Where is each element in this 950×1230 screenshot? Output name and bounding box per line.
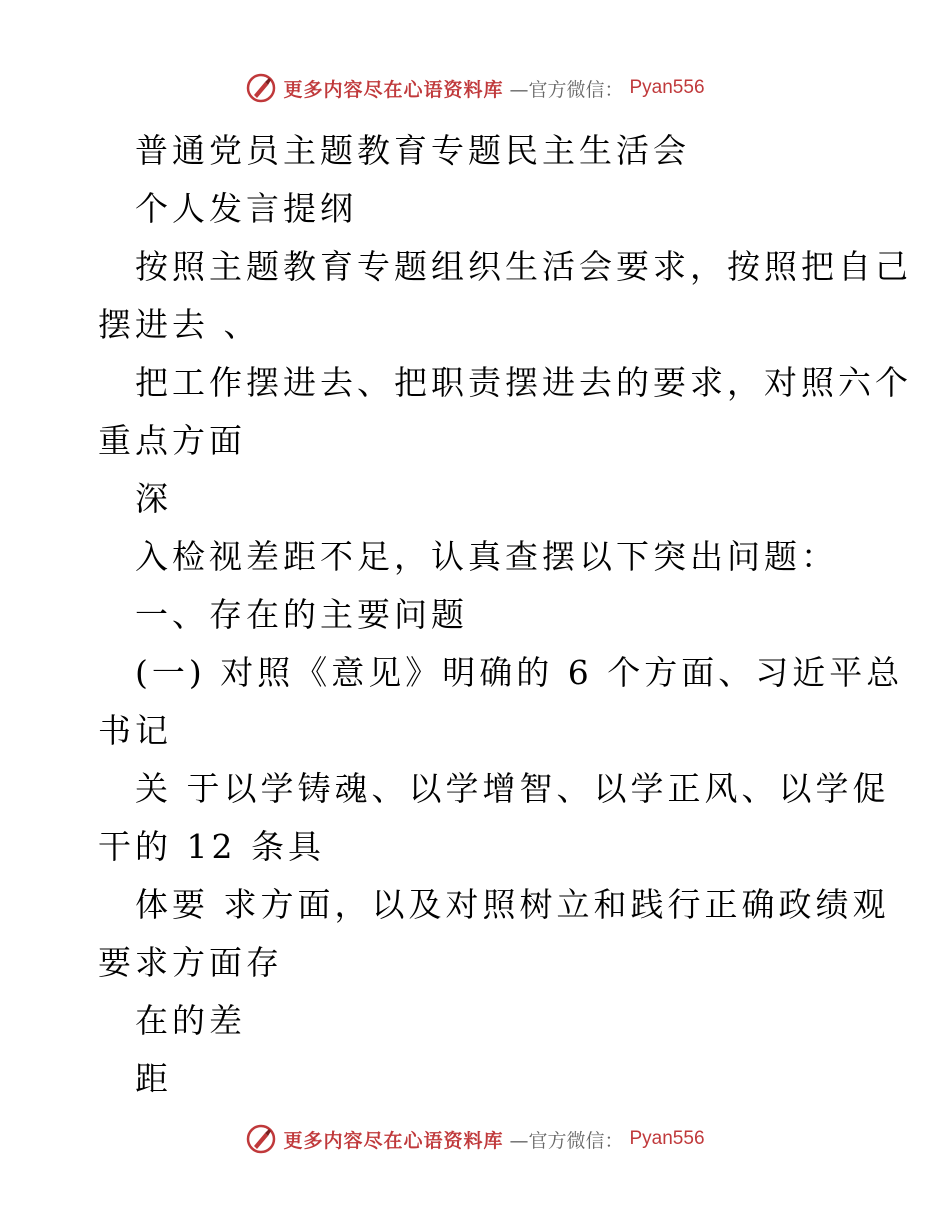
paragraph-line: 距: [135, 1059, 172, 1098]
document-title: 普通党员主题教育专题民主生活会: [135, 131, 690, 170]
watermark-dash: —官方微信：: [509, 78, 624, 101]
watermark-dash: —官方微信：: [509, 1129, 624, 1152]
watermark-footer: [0, 1123, 950, 1155]
paragraph-line: 重点方面: [98, 421, 246, 460]
section-heading: 一、存在的主要问题: [135, 595, 468, 634]
paragraph-line: 要求方面存: [98, 943, 283, 982]
pen-logo-icon: [245, 1123, 277, 1155]
paragraph-line: 深: [135, 479, 172, 518]
paragraph-line: 按照主题教育专题组织生活会要求，按照把自己: [135, 247, 912, 286]
pen-logo-icon: [245, 72, 277, 104]
paragraph-line: 关 于以学铸魂、以学增智、以学正风、以学促: [135, 769, 890, 808]
watermark-wechat-id: Pyan556: [629, 77, 705, 98]
watermark-header: [0, 72, 950, 104]
paragraph-line: 书记: [98, 711, 172, 750]
watermark-title: 更多内容尽在心语资料库: [283, 78, 504, 101]
paragraph-line: 体要 求方面，以及对照树立和践行正确政绩观: [135, 885, 890, 924]
paragraph-line: 把工作摆进去、把职责摆进去的要求，对照六个: [135, 363, 912, 402]
watermark-title: 更多内容尽在心语资料库: [283, 1129, 504, 1152]
paragraph-line: 摆进去 、: [98, 305, 261, 344]
paragraph-line: 干的 12 条具: [98, 827, 325, 866]
document-subtitle: 个人发言提纲: [135, 189, 357, 228]
paragraph-line: 在的差: [135, 1001, 246, 1040]
paragraph-line: (一) 对照《意见》明确的 6 个方面、习近平总: [135, 653, 904, 692]
paragraph-line: 入检视差距不足，认真查摆以下突出问题：: [135, 537, 838, 576]
document-body: [98, 122, 912, 1108]
watermark-wechat-id: Pyan556: [629, 1128, 705, 1149]
